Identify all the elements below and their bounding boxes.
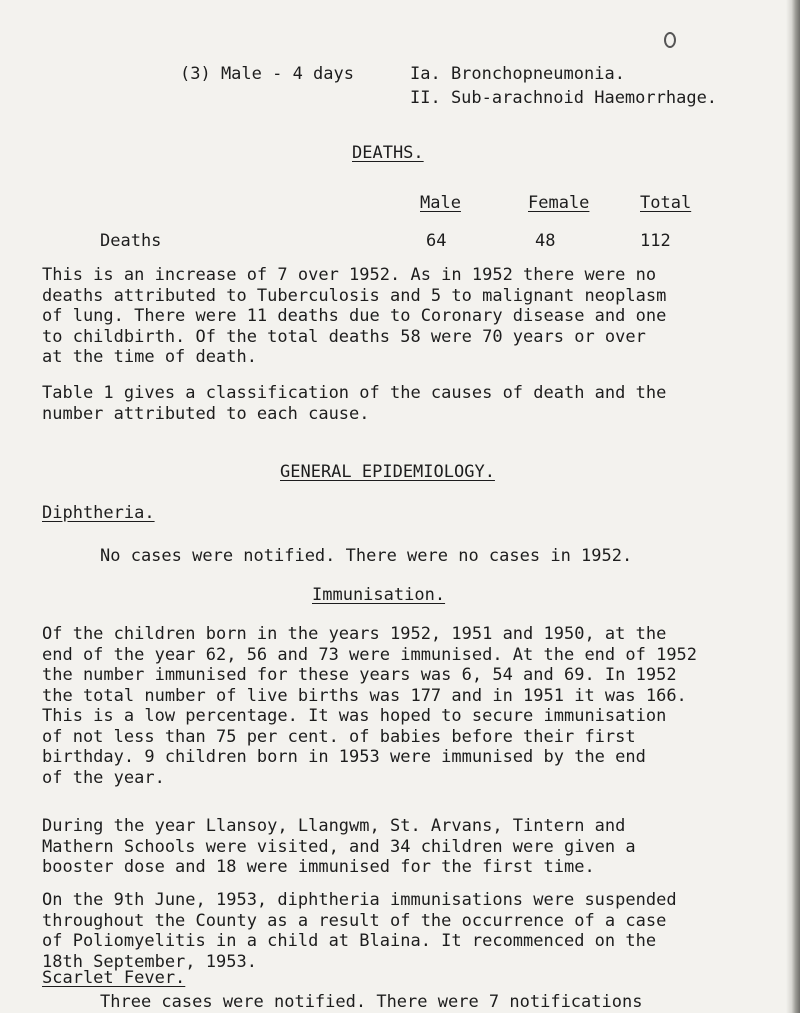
immunisation-paragraph-2: [42, 816, 636, 878]
text-line: number attributed to each cause.: [42, 403, 370, 424]
text-line: deaths attributed to Tuberculosis and 5 to malignant neoplasm: [42, 285, 667, 306]
text-line: Of the children born in the years 1952, 1951 and 1950, at the: [42, 624, 667, 644]
deaths-row-label: Deaths: [100, 231, 162, 251]
punch-hole-mark: [664, 32, 676, 48]
text-line: On the 9th June, 1953, diphtheria immunisations were suspended: [42, 890, 677, 910]
text-line: at the time of death.: [42, 347, 257, 367]
text-line: Mathern Schools were visited, and 34 children were given a: [42, 836, 636, 857]
text-line: booster dose and 18 were immunised for the first time.: [42, 857, 595, 877]
table-note-paragraph: [42, 383, 666, 424]
text-line: This is an increase of 7 over 1952. As in 1952 there were no: [42, 265, 657, 285]
scarlet-fever-heading: Scarlet Fever.: [42, 968, 186, 988]
text-line: birthday. 9 children born in 1953 were immunised by the end: [42, 747, 646, 767]
scarlet-fever-line-1: Three cases were notified. There were 7 notifications: [100, 992, 643, 1012]
page-edge-shadow: [786, 0, 800, 1013]
col-header-male: Male: [420, 193, 461, 213]
text-line: 18th September, 1953.: [42, 951, 257, 972]
text-line: of the year.: [42, 767, 165, 788]
case-label: (3) Male - 4 days: [180, 64, 354, 84]
deaths-paragraph: [42, 265, 666, 368]
text-line: of Poliomyelitis in a child at Blaina. It recommenced on the: [42, 931, 657, 951]
text-line: During the year Llansoy, Llangwm, St. Arvans, Tintern and: [42, 816, 626, 836]
text-line: of not less than 75 per cent. of babies before their first: [42, 726, 636, 747]
text-line: the number immunised for these years was 6, 54 and 69. In 1952: [42, 665, 677, 685]
text-line: throughout the County as a result of the occurrence of a case: [42, 910, 667, 931]
cause-1: Ia. Bronchopneumonia.: [410, 64, 625, 84]
deaths-total-value: 112: [640, 231, 671, 251]
epidemiology-heading: GENERAL EPIDEMIOLOGY.: [280, 462, 495, 482]
text-line: Table 1 gives a classification of the causes of death and the: [42, 383, 667, 403]
diphtheria-heading: Diphtheria.: [42, 503, 155, 523]
text-line: to childbirth. Of the total deaths 58 were 70 years or over: [42, 326, 646, 347]
col-header-female: Female: [528, 193, 590, 213]
text-line: This is a low percentage. It was hoped to secure immunisation: [42, 706, 667, 726]
immunisation-paragraph-3: [42, 890, 677, 972]
diphtheria-notice: No cases were notified. There were no cases in 1952.: [100, 546, 633, 566]
cause-2: II. Sub-arachnoid Haemorrhage.: [410, 88, 718, 108]
col-header-total: Total: [640, 193, 692, 213]
deaths-female-value: 48: [535, 231, 556, 251]
immunisation-paragraph-1: [42, 624, 697, 788]
text-line: of lung. There were 11 deaths due to Coronary disease and one: [42, 306, 667, 326]
text-line: the total number of live births was 177 and in 1951 it was 166.: [42, 685, 687, 706]
deaths-male-value: 64: [426, 231, 447, 251]
immunisation-heading: Immunisation.: [312, 585, 446, 605]
text-line: end of the year 62, 56 and 73 were immunised. At the end of 1952: [42, 644, 698, 665]
deaths-heading: DEATHS.: [352, 143, 424, 163]
